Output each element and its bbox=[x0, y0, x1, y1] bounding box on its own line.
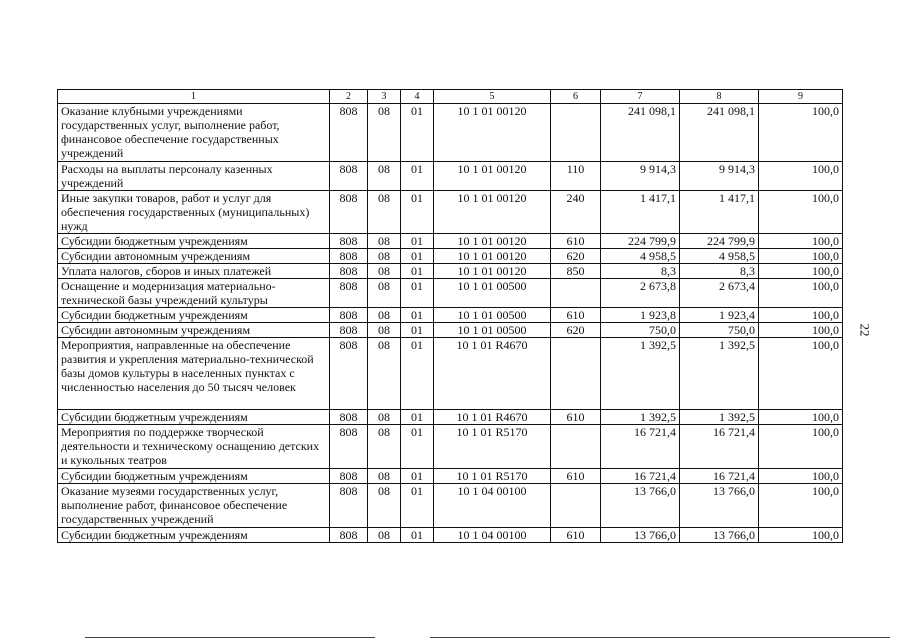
row-percent: 100,0 bbox=[759, 323, 843, 338]
row-expense-type bbox=[551, 484, 601, 528]
header-col-7: 7 bbox=[601, 90, 680, 104]
header-col-1: 1 bbox=[58, 90, 330, 104]
table-row bbox=[58, 308, 843, 323]
row-subsection: 01 bbox=[401, 104, 434, 162]
row-executed-amount: 1 392,5 bbox=[680, 338, 759, 410]
row-target-article: 10 1 04 00100 bbox=[434, 484, 551, 528]
row-planned-amount: 1 417,1 bbox=[601, 191, 680, 234]
row-name: Расходы на выплаты персоналу казенных учреждений bbox=[58, 162, 330, 191]
row-subsection: 01 bbox=[401, 191, 434, 234]
row-expense-type bbox=[551, 425, 601, 469]
row-name: Оказание клубными учреждениями государственных услуг, выполнение работ, финансовое обеспечение государственных учреждений bbox=[58, 104, 330, 162]
row-name: Уплата налогов, сборов и иных платежей bbox=[58, 264, 330, 279]
row-code: 808 bbox=[330, 410, 368, 425]
row-target-article: 10 1 01 00500 bbox=[434, 323, 551, 338]
row-planned-amount: 13 766,0 bbox=[601, 528, 680, 543]
table-row bbox=[58, 425, 843, 469]
bottom-rule-left bbox=[85, 637, 375, 638]
header-col-9: 9 bbox=[759, 90, 843, 104]
row-code: 808 bbox=[330, 308, 368, 323]
row-name: Мероприятия, направленные на обеспечение развития и укрепления материально-технической базы домов культуры в населенных пунктах с численностью населения до 50 тысяч человек bbox=[58, 338, 330, 410]
table-row bbox=[58, 162, 843, 191]
header-col-2: 2 bbox=[330, 90, 368, 104]
row-expense-type: 850 bbox=[551, 264, 601, 279]
row-target-article: 10 1 01 R5170 bbox=[434, 425, 551, 469]
row-percent: 100,0 bbox=[759, 264, 843, 279]
row-section: 08 bbox=[368, 104, 401, 162]
row-target-article: 10 1 01 00500 bbox=[434, 279, 551, 308]
row-target-article: 10 1 01 00120 bbox=[434, 249, 551, 264]
table-row bbox=[58, 323, 843, 338]
row-executed-amount: 241 098,1 bbox=[680, 104, 759, 162]
row-section: 08 bbox=[368, 484, 401, 528]
row-subsection: 01 bbox=[401, 234, 434, 249]
row-planned-amount: 750,0 bbox=[601, 323, 680, 338]
row-target-article: 10 1 01 00120 bbox=[434, 162, 551, 191]
row-code: 808 bbox=[330, 234, 368, 249]
row-subsection: 01 bbox=[401, 469, 434, 484]
table-row bbox=[58, 234, 843, 249]
row-code: 808 bbox=[330, 323, 368, 338]
row-name: Субсидии бюджетным учреждениям bbox=[58, 528, 330, 543]
row-subsection: 01 bbox=[401, 484, 434, 528]
row-percent: 100,0 bbox=[759, 191, 843, 234]
row-code: 808 bbox=[330, 469, 368, 484]
row-planned-amount: 16 721,4 bbox=[601, 425, 680, 469]
row-planned-amount: 1 923,8 bbox=[601, 308, 680, 323]
table-row bbox=[58, 264, 843, 279]
header-col-4: 4 bbox=[401, 90, 434, 104]
row-section: 08 bbox=[368, 425, 401, 469]
row-executed-amount: 8,3 bbox=[680, 264, 759, 279]
row-code: 808 bbox=[330, 191, 368, 234]
row-section: 08 bbox=[368, 528, 401, 543]
row-subsection: 01 bbox=[401, 410, 434, 425]
row-code: 808 bbox=[330, 264, 368, 279]
table-row bbox=[58, 469, 843, 484]
row-expense-type: 620 bbox=[551, 249, 601, 264]
row-name: Оснащение и модернизация материально-технической базы учреждений культуры bbox=[58, 279, 330, 308]
row-subsection: 01 bbox=[401, 264, 434, 279]
row-percent: 100,0 bbox=[759, 528, 843, 543]
row-section: 08 bbox=[368, 162, 401, 191]
row-percent: 100,0 bbox=[759, 410, 843, 425]
row-percent: 100,0 bbox=[759, 425, 843, 469]
header-row bbox=[58, 90, 843, 104]
row-code: 808 bbox=[330, 249, 368, 264]
row-section: 08 bbox=[368, 279, 401, 308]
row-executed-amount: 9 914,3 bbox=[680, 162, 759, 191]
row-name: Субсидии автономным учреждениям bbox=[58, 323, 330, 338]
row-subsection: 01 bbox=[401, 528, 434, 543]
table-row bbox=[58, 528, 843, 543]
row-executed-amount: 1 392,5 bbox=[680, 410, 759, 425]
row-executed-amount: 13 766,0 bbox=[680, 484, 759, 528]
row-percent: 100,0 bbox=[759, 308, 843, 323]
row-executed-amount: 16 721,4 bbox=[680, 469, 759, 484]
row-percent: 100,0 bbox=[759, 249, 843, 264]
table-row bbox=[58, 484, 843, 528]
row-executed-amount: 1 923,4 bbox=[680, 308, 759, 323]
table-row bbox=[58, 104, 843, 162]
row-section: 08 bbox=[368, 308, 401, 323]
row-planned-amount: 9 914,3 bbox=[601, 162, 680, 191]
budget-table bbox=[57, 89, 843, 543]
row-section: 08 bbox=[368, 469, 401, 484]
row-expense-type: 610 bbox=[551, 469, 601, 484]
row-subsection: 01 bbox=[401, 249, 434, 264]
row-name: Субсидии бюджетным учреждениям bbox=[58, 410, 330, 425]
row-planned-amount: 4 958,5 bbox=[601, 249, 680, 264]
row-percent: 100,0 bbox=[759, 338, 843, 410]
row-section: 08 bbox=[368, 264, 401, 279]
page-number: 22 bbox=[857, 323, 873, 337]
row-expense-type bbox=[551, 279, 601, 308]
header-col-8: 8 bbox=[680, 90, 759, 104]
row-subsection: 01 bbox=[401, 162, 434, 191]
row-percent: 100,0 bbox=[759, 469, 843, 484]
header-col-5: 5 bbox=[434, 90, 551, 104]
row-percent: 100,0 bbox=[759, 162, 843, 191]
row-code: 808 bbox=[330, 528, 368, 543]
table-row bbox=[58, 279, 843, 308]
row-code: 808 bbox=[330, 279, 368, 308]
table-row bbox=[58, 249, 843, 264]
header-col-3: 3 bbox=[368, 90, 401, 104]
row-executed-amount: 16 721,4 bbox=[680, 425, 759, 469]
row-subsection: 01 bbox=[401, 338, 434, 410]
row-expense-type: 240 bbox=[551, 191, 601, 234]
row-section: 08 bbox=[368, 410, 401, 425]
row-percent: 100,0 bbox=[759, 484, 843, 528]
row-name: Субсидии бюджетным учреждениям bbox=[58, 469, 330, 484]
row-code: 808 bbox=[330, 104, 368, 162]
row-percent: 100,0 bbox=[759, 279, 843, 308]
row-section: 08 bbox=[368, 234, 401, 249]
row-name: Оказание музеями государственных услуг, выполнение работ, финансовое обеспечение государственных учреждений bbox=[58, 484, 330, 528]
table-row bbox=[58, 191, 843, 234]
row-expense-type: 110 bbox=[551, 162, 601, 191]
row-target-article: 10 1 01 00120 bbox=[434, 191, 551, 234]
row-code: 808 bbox=[330, 425, 368, 469]
row-target-article: 10 1 01 R4670 bbox=[434, 410, 551, 425]
row-section: 08 bbox=[368, 323, 401, 338]
row-executed-amount: 4 958,5 bbox=[680, 249, 759, 264]
row-expense-type: 610 bbox=[551, 410, 601, 425]
row-executed-amount: 224 799,9 bbox=[680, 234, 759, 249]
row-target-article: 10 1 01 00120 bbox=[434, 264, 551, 279]
row-executed-amount: 13 766,0 bbox=[680, 528, 759, 543]
row-expense-type bbox=[551, 338, 601, 410]
row-section: 08 bbox=[368, 338, 401, 410]
row-percent: 100,0 bbox=[759, 234, 843, 249]
row-planned-amount: 1 392,5 bbox=[601, 410, 680, 425]
row-name: Иные закупки товаров, работ и услуг для обеспечения государственных (муниципальных) нужд bbox=[58, 191, 330, 234]
row-executed-amount: 750,0 bbox=[680, 323, 759, 338]
row-expense-type: 620 bbox=[551, 323, 601, 338]
row-planned-amount: 224 799,9 bbox=[601, 234, 680, 249]
row-target-article: 10 1 01 00120 bbox=[434, 234, 551, 249]
row-planned-amount: 241 098,1 bbox=[601, 104, 680, 162]
row-planned-amount: 2 673,8 bbox=[601, 279, 680, 308]
row-executed-amount: 1 417,1 bbox=[680, 191, 759, 234]
row-expense-type: 610 bbox=[551, 234, 601, 249]
row-expense-type bbox=[551, 104, 601, 162]
row-target-article: 10 1 01 R5170 bbox=[434, 469, 551, 484]
table-row bbox=[58, 338, 843, 410]
row-name: Субсидии бюджетным учреждениям bbox=[58, 234, 330, 249]
row-expense-type: 610 bbox=[551, 308, 601, 323]
row-target-article: 10 1 01 00120 bbox=[434, 104, 551, 162]
row-code: 808 bbox=[330, 162, 368, 191]
row-percent: 100,0 bbox=[759, 104, 843, 162]
row-code: 808 bbox=[330, 338, 368, 410]
row-subsection: 01 bbox=[401, 279, 434, 308]
row-planned-amount: 1 392,5 bbox=[601, 338, 680, 410]
row-subsection: 01 bbox=[401, 425, 434, 469]
row-subsection: 01 bbox=[401, 323, 434, 338]
row-code: 808 bbox=[330, 484, 368, 528]
row-name: Субсидии бюджетным учреждениям bbox=[58, 308, 330, 323]
row-target-article: 10 1 01 00500 bbox=[434, 308, 551, 323]
row-planned-amount: 16 721,4 bbox=[601, 469, 680, 484]
row-target-article: 10 1 04 00100 bbox=[434, 528, 551, 543]
header-col-6: 6 bbox=[551, 90, 601, 104]
row-executed-amount: 2 673,4 bbox=[680, 279, 759, 308]
row-name: Мероприятия по поддержке творческой деятельности и техническому оснащению детских и кукольных театров bbox=[58, 425, 330, 469]
table-body bbox=[58, 104, 843, 543]
row-name: Субсидии автономным учреждениям bbox=[58, 249, 330, 264]
table-row bbox=[58, 410, 843, 425]
row-planned-amount: 8,3 bbox=[601, 264, 680, 279]
row-section: 08 bbox=[368, 191, 401, 234]
row-expense-type: 610 bbox=[551, 528, 601, 543]
bottom-rule-right bbox=[430, 637, 890, 638]
row-subsection: 01 bbox=[401, 308, 434, 323]
row-planned-amount: 13 766,0 bbox=[601, 484, 680, 528]
row-target-article: 10 1 01 R4670 bbox=[434, 338, 551, 410]
row-section: 08 bbox=[368, 249, 401, 264]
